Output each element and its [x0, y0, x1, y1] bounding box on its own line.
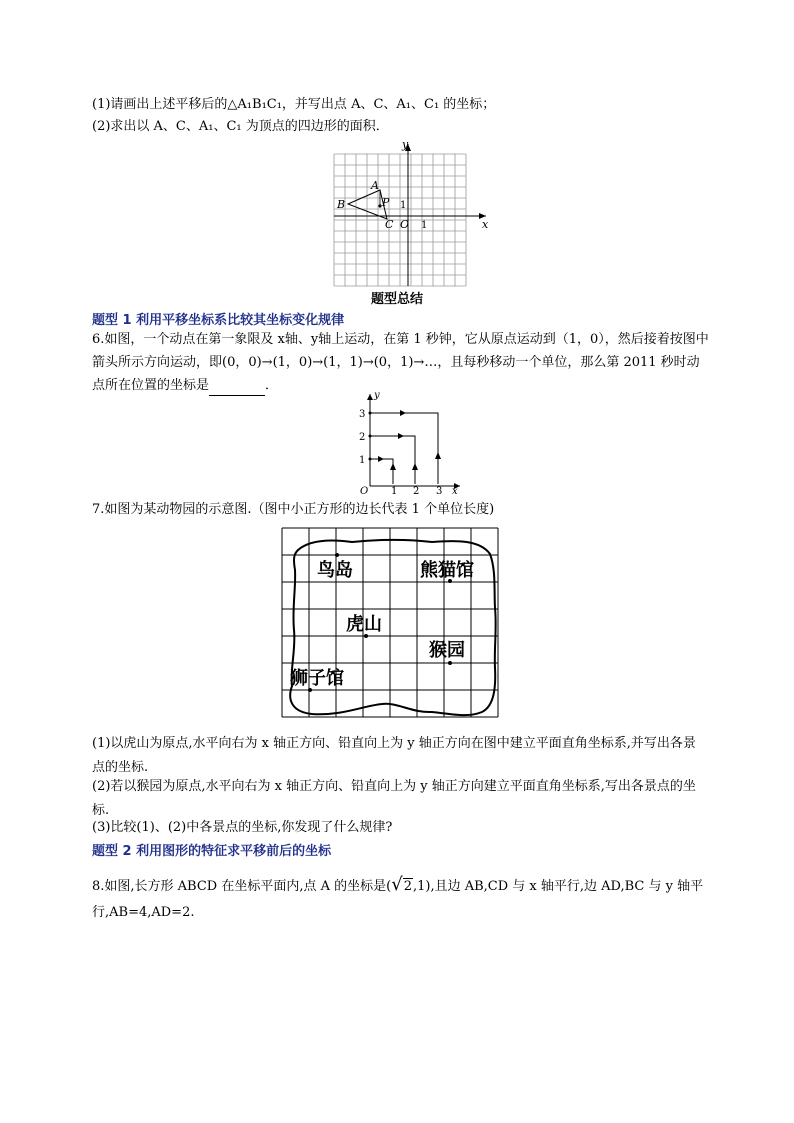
fig2-ytick-1: 1 — [359, 455, 366, 466]
q5-part2: (2)求出以 A、C、A₁、C₁ 为顶点的四边形的面积． — [92, 119, 389, 134]
fig1-origin-o: O — [400, 218, 410, 231]
type2-heading: 题型 2 利用图形的特征求平移前后的坐标 — [92, 844, 332, 859]
figure-zoo-map — [282, 528, 510, 718]
q7-sub2-line2: 标. — [92, 803, 110, 818]
q8-line1-before: 8.如图,长方形 ABCD 在坐标平面内,点 A 的坐标是( — [92, 879, 392, 894]
fig2-xtick-2: 2 — [413, 486, 420, 497]
fig2-xtick-1: 1 — [391, 486, 398, 497]
fig2-x-label: x — [452, 486, 458, 497]
label-lion-house: 狮子馆 — [290, 668, 344, 689]
sqrt-argument: 2 — [403, 879, 412, 894]
fig1-x-label: x — [482, 218, 489, 231]
sqrt-symbol: √ — [391, 874, 403, 895]
type1-heading: 题型 1 利用平移坐标系比较其坐标变化规律 — [92, 313, 345, 328]
fig1-point-b: B — [337, 198, 346, 211]
fig2-origin: O — [360, 486, 369, 497]
q6-line3-after: ． — [265, 378, 279, 393]
fig2-ytick-2: 2 — [359, 432, 366, 443]
label-tiger-hill: 虎山 — [346, 614, 382, 635]
q8-line1-after: ,1),且边 AB,CD 与 x 轴平行,边 AD,BC 与 y 轴平 — [412, 879, 704, 894]
label-monkey-park: 猴园 — [429, 640, 465, 661]
q7-sub1-line1: (1)以虎山为原点,水平向右为 x 轴正方向、铅直向上为 y 轴正方向在图中建立平面直角坐标系,并写出各景 — [92, 736, 696, 751]
answer-blank[interactable] — [209, 381, 265, 396]
summary-title: 题型总结 — [370, 292, 423, 307]
q8-line2: 行,AB=4,AD=2. — [92, 905, 195, 920]
figure-triangle-grid — [334, 140, 494, 286]
q8-line1 — [92, 873, 703, 899]
sqrt-two — [391, 873, 413, 899]
figure-spiral-path — [356, 390, 466, 496]
fig1-tick-y1: 1 — [400, 200, 407, 211]
q6-line2: 箭头所示方向运动，即(0，0)→(1，0)→(1，1)→(0，1)→…，且每秒移动一个单位，那么第 2011 秒时动 — [92, 355, 700, 370]
bird-island-point — [335, 553, 339, 557]
q7-sub2-line1: (2)若以猴园为原点,水平向右为 x 轴正方向、铅直向上为 y 轴正方向建立平面直角坐标系,写出各景点的坐 — [92, 779, 696, 794]
q7-sub3: (3)比较(1)、(2)中各景点的坐标,你发现了什么规律? — [92, 820, 393, 835]
q6-line1: 6.如图，一个动点在第一象限及 x轴、y轴上运动，在第 1 秒钟，它从原点运动到（1，0），然后接着按图中 — [92, 332, 709, 347]
q5-part1: (1)请画出上述平移后的△A₁B₁C₁，并写出点 A、C、A₁、C₁ 的坐标； — [92, 97, 496, 112]
fig2-xtick-3: 3 — [436, 486, 443, 497]
q7-sub2 — [92, 775, 724, 823]
fig2-ytick-3: 3 — [359, 409, 366, 420]
fig1-point-a: A — [371, 179, 379, 192]
q6-line3-before: 点所在位置的坐标是 — [92, 378, 210, 393]
fig1-tick-x1: 1 — [421, 220, 428, 231]
q7-sub1 — [92, 732, 724, 780]
label-panda-house: 熊猫馆 — [420, 560, 474, 581]
q7-sub1-line2: 点的坐标. — [92, 760, 149, 775]
fig1-point-p: P — [382, 196, 390, 209]
q6-line3 — [92, 376, 278, 396]
q7-intro: 7.如图为某动物园的示意图.（图中小正方形的边长代表 1 个单位长度) — [92, 502, 495, 517]
fig2-y-label: y — [374, 390, 380, 401]
monkey-park-point — [448, 661, 452, 665]
fig1-point-c: C — [385, 218, 394, 231]
fig1-y-label: y — [402, 138, 409, 151]
label-bird-island: 鸟岛 — [317, 560, 353, 581]
